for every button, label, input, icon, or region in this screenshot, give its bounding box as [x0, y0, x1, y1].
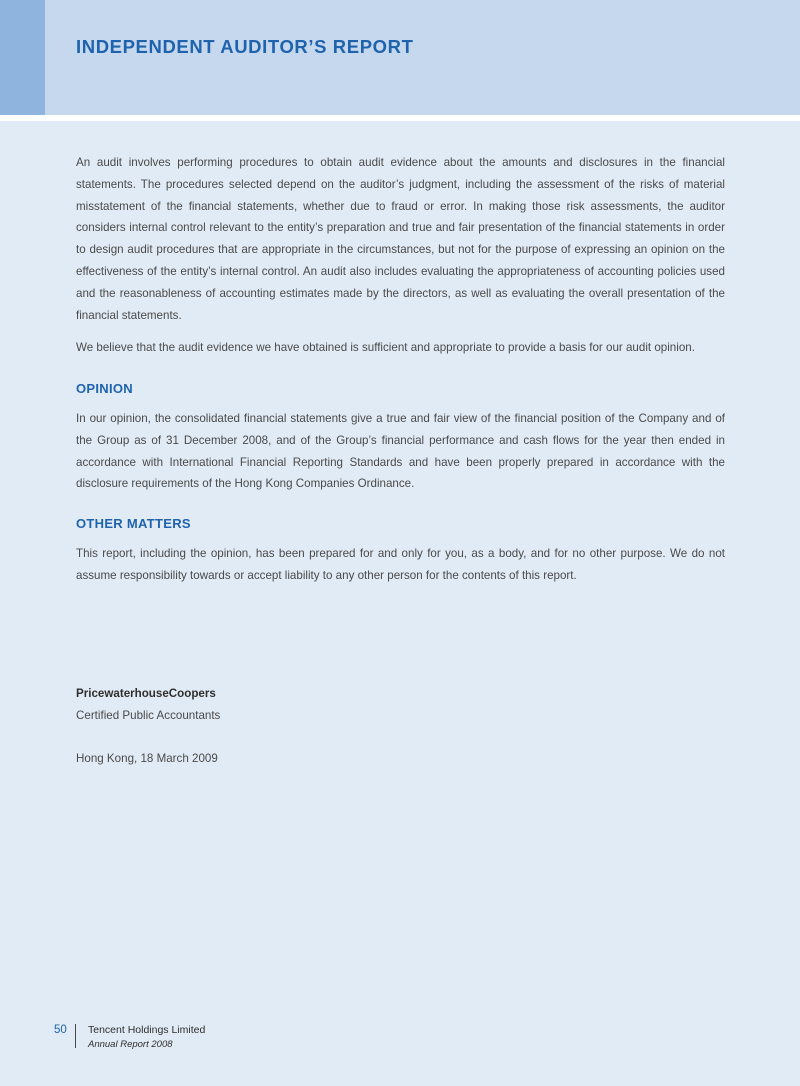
header-divider — [0, 115, 800, 121]
section-heading-other-matters: OTHER MATTERS — [76, 516, 191, 532]
footer-company-name: Tencent Holdings Limited — [88, 1024, 206, 1036]
body-paragraph-opinion: In our opinion, the consolidated financial statements give a true and fair view of the financial position of the Company and of the Group as of 31 December 2008, and of the Group’s financial performance and cash flows for the year then ended in accordance with International Financial Reporting Standards and have been properly prepared in accordance with the disclosure requirements of the Hong Kong Companies Ordinance. — [76, 411, 725, 491]
footer-report-title: Annual Report 2008 — [88, 1039, 173, 1050]
auditor-signoff — [76, 683, 220, 769]
page-number: 50 — [54, 1024, 67, 1036]
report-place-date: Hong Kong, 18 March 2009 — [76, 751, 218, 765]
page-title: INDEPENDENT AUDITOR’S REPORT — [76, 36, 414, 57]
body-paragraph-audit-procedures: An audit involves performing procedures to obtain audit evidence about the amounts and disclosures in the financial statements. The procedures selected depend on the auditor’s judgment, including the assessment of the risks of material misstatement of the financial statements, whether due to fraud or error. In making those risk assessments, the auditor considers internal control relevant to the entity’s preparation and true and fair presentation of the financial statements in order to design audit procedures that are appropriate in the circumstances, but not for the purpose of expressing an opinion on the effectiveness of the entity’s internal control. An audit also includes evaluating the appropriateness of accounting policies used and the reasonableness of accounting estimates made by the directors, as well as evaluating the overall presentation of the financial statements. — [76, 156, 725, 322]
body-paragraph-audit-evidence: We believe that the audit evidence we have obtained is sufficient and appropriate to provide a basis for our audit opinion. — [76, 341, 695, 355]
body-paragraph-other-matters: This report, including the opinion, has been prepared for and only for you, as a body, and for no other purpose. We do not assume responsibility towards or accept liability to any other person for the contents of this report. — [76, 546, 725, 582]
auditor-firm-name: PricewaterhouseCoopers — [76, 687, 216, 700]
section-heading-opinion: OPINION — [76, 381, 133, 397]
report-body — [76, 152, 725, 587]
auditor-designation: Certified Public Accountants — [76, 708, 221, 722]
header-accent-bar — [0, 0, 45, 115]
footer-divider — [75, 1024, 76, 1048]
